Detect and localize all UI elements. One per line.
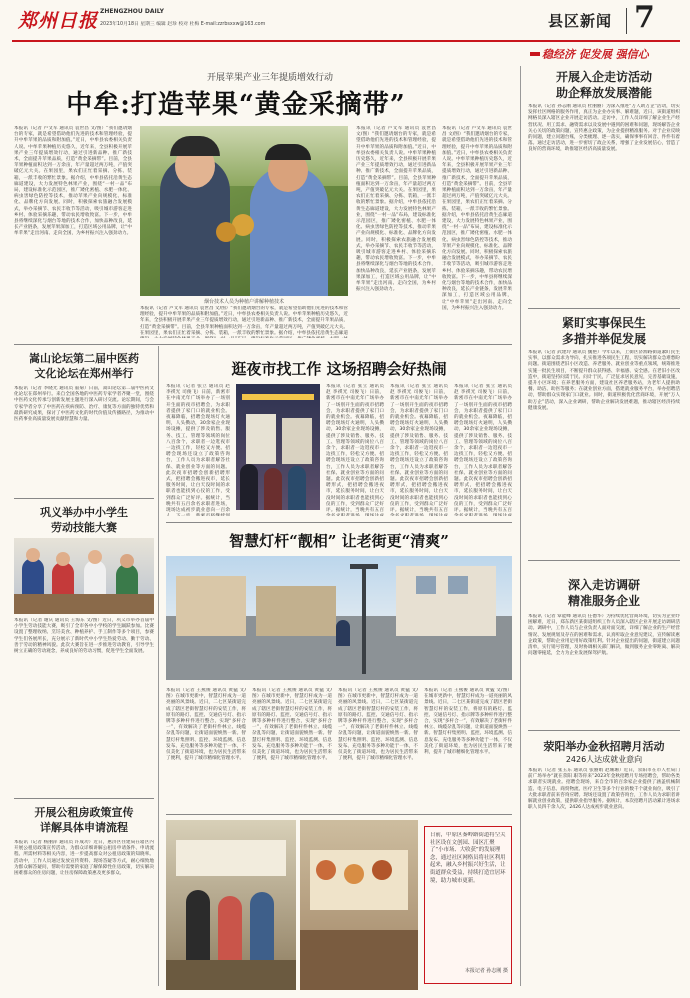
right-bottom-headline: 荥阳举办金秋招聘月活动 bbox=[543, 740, 665, 753]
right-top-headline-1: 开展入企走访活动 bbox=[555, 70, 652, 84]
center-divider-1 bbox=[166, 522, 512, 523]
left-divider-1 bbox=[14, 498, 154, 499]
lead-body-col3: 本报讯（记者 卢文军 通讯员 袁世昌 文/图）“我们邀请烟台的专家，就是希望借助他们先进的技术和管理经验，提升中牟苹果的品质和附加值。”近日，中牟县农委相关负责人说。中牟苹果种植历史悠久，近年来，全县积极开展苹果产业三年提质增效行动，通过引进新品种、推广新技术，全面提升苹果品质，打造“黄金采摘带”。目前，全县苹果种植面积达到一万余亩，年产量超过两万吨，产值突破亿元大关。在果园里，果农们正忙着采摘、分拣、装箱，一派丰收的繁忙景象。据介绍，中牟县依托沿黄生态廊道建设，大力发展特色林果产业，围绕“一村一品”布局，建设标准化示范园区，推广矮化密植、水肥一体化、病虫害绿色防控等技术，推动苹果产业向规模化、标准化、品牌化方向发展。同时，积极探索农旅融合发展模式，举办采摘节、农民丰收节等活动，吸引城市游客走进乡村、体验采摘乐趣，带动农民增收致富。下一步，中牟县将继续深化与烟台等地的技术合作，加快品种改良，延长产业链条，发展苹果深加工，打造区域公用品牌，让“中牟苹果”走出河南、走向全国，为乡村振兴注入强劲动力。 bbox=[356, 126, 436, 293]
light-body-col2: 本报讯（记者 王燕俊 通讯员 黄猛 文/图）在城市更新中，智慧灯杆成为一道亮丽的风景线。近日，二七区某街道完成了辖区老街智慧灯杆的安装工作，将原有的路灯、监控、交通信号灯、指示牌等多种杆件进行整合，实现“多杆合一”，有效解决了老街杆件林立、线缆杂乱等问题，让街道面貌焕然一新。智慧灯杆集照明、监控、环境监测、信息发布、充电服务等多种功能于一体，不仅美化了街道环境，也为居民生活带来了便利，提升了城市精细化管理水平。 bbox=[252, 688, 332, 762]
right-low-headline-1: 深入走访调研 bbox=[567, 578, 640, 592]
night-body-col4: 本报讯（记者 张立 通讯员 赵 李祺光 司俊飞）日前，新密市在中南光年广场举办了一场别开生面的夜市招聘会，为求职者提供了家门口的就业机会。夜幕降临，招聘会现场灯火通明，人头攒动，30余家企业现场设摊，提供了涉及销售、服务、技工、管理等领域的岗位八百余个，求职者一边逛夜市一边找工作，轻松又方便。招聘会现场还设立了政策咨询台，工作人员为求职者解答社保、就业创业等方面的问题。此次夜市招聘会创新招聘形式，把招聘会搬进夜市，延长服务时间，让白天没时间的求职者也能找到心仪的工作，受到群众广泛好评。据统计，当晚共有五百 bbox=[454, 384, 512, 514]
light-body-col1: 本报讯（记者 王燕俊 通讯员 黄猛 文/图）在城市更新中，智慧灯杆成为一道亮丽的风景线。近日，二七区某街道完成了辖区老街智慧灯杆的安装工作，将原有的路灯、监控、交通信号灯、指示牌等多种杆件进行整合，实现“多杆合一”，有效解决了老街杆件林立、线缆杂乱等问题，让街道面貌焕然一新。智慧灯杆集照明、监控、环境监测、信息发布、充电服务等多种功能于一体，不仅美化了街道环境，也为居民生活带来了便利，提升了城市精细化管理水平。 bbox=[166, 688, 246, 762]
right-mid-body: 本报讯（记者 武建玲 通讯员 魏艳）今年以来，上街区济源路街道紧盯民生实事，以群众需求为导向，扎实推进各项民生工程，切实解决群众急难愁盼问题。街道围绕老旧小区改造、养老服务、就业创业等重点领域，统筹推进实施一批民生项目，不断提升群众获得感、幸福感、安全感。在老旧小区改造中，街道坚持问需于民、问计于民，广泛征求居民意见，完善基础设施，提升小区环境；在养老服务方面，建设社区养老服务站，为老年人提供助餐、助洁、助医等服务；在就业创业方面，搭建就业服务平台，举办招聘活动，帮助群众实现家门口就业。同时，街道积极优化营商环境，开展“万人助万企”活动，深入企业调研，帮助企业解决发展难题，推动辖区经济持续健康发展。 bbox=[528, 350, 680, 411]
banner-slogan-text: 稳经济 促发展 强信心 bbox=[542, 48, 649, 61]
night-body-col1: 本报讯（记者 张立 通讯员 赵 李祺光 司俊飞）日前，新密市在中南光年广场举办了一场别开生面的夜市招聘会，为求职者提供了家门口的就业机会。夜幕降临，招聘会现场灯火通明，人头攒动，30余家企业现场设摊，提供了涉及销售、服务、技工、管理等领域的岗位八百余个，求职者一边逛夜市一边找工作，轻松又方便。招聘会现场还设立了政策咨询台，工作人员为求职者解答社保、就业创业等方面的问题。此次夜市招聘会创新招聘形式，把招聘会搬进夜市，延长服务时间，让白天没时间的求职者也能找到心仪的工作，受到群众广泛好评。据统计，当晚共有五百余名求职者进场，现场达成初步就业意向一百余 bbox=[166, 384, 230, 514]
light-body-col3: 本报讯（记者 王燕俊 通讯员 黄猛 文/图）在城市更新中，智慧灯杆成为一道亮丽的风景线。近日，二七区某街道完成了辖区老街智慧灯杆的安装工作，将原有的路灯、监控、交通信号灯、指示牌等多种杆件进行整合，实现“多杆合一”，有效解决了老街杆件林立、线缆杂乱等问题，让街道面貌焕然一新。智慧灯杆集照明、监控、环境监测、信息发布、充电服务等多种功能于一体，不仅美化了街道环境，也为居民生活带来了便利，提升了城市精细化管理水平。 bbox=[338, 688, 418, 762]
light-headline: 智慧灯杆“靓相” 让老街更“清爽” bbox=[229, 532, 449, 550]
right-top-headline-2: 助企释放发展潜能 bbox=[555, 86, 652, 100]
song-headline-2: 文化论坛在郑州举行 bbox=[34, 367, 134, 380]
lead-body-col2: 本报讯（记者 卢文军 通讯员 袁世昌 文/图）“我们邀请烟台的专家，就是希望借助他们先进的技术和管理经验，提升中牟苹果的品质和附加值。”近日，中牟县农委相关负责人说。中牟苹果种植历史悠久，近年来，全县积极开展苹果产业三年提质增效行动，通过引进新品种、推广新技术，全面提升苹果品质，打造“黄金采摘带”。目前，全县苹果种植面积达到一万余亩，年产量超过两万吨，产值突破亿元大关。在果园里，果农们正忙着采摘、分拣、装箱，一派丰收的繁忙景象。据介绍，中牟县依托沿黄生态廊道 bbox=[140, 306, 348, 336]
skill-headline-1: 巩义举办中小学生 bbox=[40, 506, 128, 519]
night-headline: 逛夜市找工作 这场招聘会好热闹 bbox=[231, 360, 447, 378]
lead-kicker: 开展苹果产业三年提质增效行动 bbox=[206, 73, 333, 83]
banner-slogan bbox=[530, 46, 680, 62]
rent-body: 本报讯（记者 杨丽萍 通讯员 许成功）近日，惠济区住建局在辖区内开展公租房政策宣传活动，为群众详细讲解公租房申请条件、申请流程、所需材料等相关内容，进一步提高群众对公租房政策的知晓率。活动中，工作人员通过发放宣传资料、现场答疑等方式，耐心细致地为群众解答疑问，帮助有需要的家庭了解保障性住房政策，切实解决困难群众的住房问题，让住房保障政策惠及更多群众。 bbox=[14, 840, 154, 877]
sidebar-author: 本报记者 孙志刚 摄 bbox=[464, 968, 508, 974]
section-title: 县区新闻 bbox=[548, 12, 613, 30]
lead-body-col4: 本报讯（记者 卢文军 通讯员 袁世昌 文/图）“我们邀请烟台的专家，就是希望借助他们先进的技术和管理经验，提升中牟苹果的品质和附加值。”近日，中牟县农委相关负责人说。中牟苹果种植历史悠久，近年来，全县积极开展苹果产业三年提质增效行动，通过引进新品种、推广新技术，全面提升苹果品质，打造“黄金采摘带”。目前，全县苹果种植面积达到一万余亩，年产量超过两万吨，产值突破亿元大关。在果园里，果农们正忙着采摘、分拣、装箱，一派丰收的繁忙景象。据介绍，中牟县依托沿黄生态廊道建设，大力发展特色林果产业，围绕“一村一品”布局，建设标准化示范园区，推广矮化密植、水肥一体化、病虫害绿色防控等技术，推动苹果产业向规模化、标准化、品牌化方向发展。同时，积极探索农旅融合发展模式，举办采摘节、农民丰收节等活动，吸引城市游客走进乡村、体验采摘乐趣，带动农民增收致富。下一步，中牟县将继续深化与烟台等地的技术合作，加快品种改良，延长产业链条，发展苹果深加工，打造区域公用品牌，让“中牟苹果”走出河南、走向全国，为乡村振兴注入强劲动力。 bbox=[442, 126, 512, 311]
right-top-body: 本报讯（记者 孙志刚 通讯员 杜丽丽）为深入推进“万人助万企”活动，切实发挥社区网格的服务作用，真正为企业办实事、解难题，近日，该街道组织网格员深入辖区企业开展走访活动。走访中，工作人员详细了解企业生产经营状况、用工需求、融资需求以及发展中遇到的困难和问题，现场解答企业关心关切的政策问题，宣传惠企政策，为企业提供精准服务。对于企业反映的问题，建立问题台账，分类梳理、逐一落实，确保事事有回音、件件有着落。通过走访活动，进一步密切了政企关系，增强了企业发展信心，营造了良好的营商环境，助推辖区经济高质量发展。 bbox=[528, 104, 680, 153]
skill-headline-2: 劳动技能大赛 bbox=[51, 521, 117, 534]
banner-stripe bbox=[530, 52, 540, 56]
left-column-divider bbox=[158, 346, 159, 986]
page-number: 7 bbox=[634, 0, 655, 35]
center-divider-2 bbox=[166, 814, 512, 815]
masthead bbox=[0, 0, 690, 42]
right-low-body: 本报讯（记者 覃能峰 通讯员 任德华）为持续优化营商环境，切实为企业纾困解难，近日，郑东新区某街道组织工作人员深入辖区企业开展走访调研活动。调研中，工作人员与企业负责人面对面交流，详细了解企业的生产经营情况、发展规划及存在的困难和需求，认真听取企业意见建议，宣传解读惠企政策，帮助企业用足用好政策红利。针对企业提出的问题，街道建立问题清单，实行销号管理，及时协调相关部门解决，做到服务企业零距离、解决问题零拖延，全力为企业发展保驾护航。 bbox=[528, 614, 680, 657]
masthead-meta: 2023年10月18日 星期三 编辑 赵珍 校对 杜梅 E-mail:zzrbsxxw@163.com bbox=[100, 22, 266, 27]
right-bottom-subhead: 2426人达成就业意向 bbox=[565, 755, 643, 764]
bottom-photo-2 bbox=[300, 820, 418, 990]
rent-headline-1: 开展公租房政策宣传 bbox=[34, 806, 134, 819]
song-body: 本报讯（记者 李晓光 通讯员 董菊）日前，嵩山论坛第二届中医药文化论坛在郑州举行。来自全国各地的中医药专家学者齐聚一堂，围绕中医药文化传承与创新发展主题进行深入研讨交流。论坛期间，与会专家学者分享了中医药在疾病预防、治疗、康复等方面的独特优势和最新研究成果，探讨了中医药文化的时代价值及传播路径，为推动中医药事业高质量发展贡献智慧和力量。 bbox=[14, 386, 154, 423]
right-low-headline-2: 精准服务企业 bbox=[567, 594, 640, 608]
right-bottom-body: 本报讯（记者 张玉东 通讯员 张丽娟 赵珊珊）近日，荥阳市在市人社局门前广场举办“就在荥阳 职等你来”2023年金秋招聘月专场招聘会，帮助各类求职者实现就业。招聘会现场，来自全市的百余家企业提供了涵盖机械制造、电子信息、商贸物流、医疗卫生等多个行业的数千个就业岗位，吸引了大批求职者前来咨询应聘。现场还设置了政策咨询台，工作人员为求职者讲解就业创业政策，提供职业指导服务。据统计，本次招聘月活动累计进场求职人员四千余人次，2426人达成初步就业意向。 bbox=[528, 768, 680, 811]
masthead-rule bbox=[12, 40, 680, 42]
right-mid-headline-2: 多措并举促发展 bbox=[561, 332, 646, 346]
masthead-latin: ZHENGZHOU DAILY bbox=[100, 8, 164, 15]
lead-photo bbox=[140, 126, 348, 296]
right-divider-3 bbox=[528, 730, 680, 731]
right-mid-headline-1: 紧盯实事保民生 bbox=[561, 316, 646, 330]
light-body-col4: 本报讯（记者 王燕俊 通讯员 黄猛 文/图）在城市更新中，智慧灯杆成为一道亮丽的风景线。近日，二七区某街道完成了辖区老街智慧灯杆的安装工作，将原有的路灯、监控、交通信号灯、指示牌等多种杆件进行整合，实现“多杆合一”，有效解决了老街杆件林立、线缆杂乱等问题，让街道面貌焕然一新。智慧灯杆集照明、监控、环境监测、信息发布、充电服务等多种功能于一体，不仅美化了街道环境，也为居民生活带来了便利，提升了城市精细化管理水平。 bbox=[424, 688, 512, 756]
rent-headline-2: 详解具体申请流程 bbox=[40, 821, 128, 834]
night-body-col2: 本报讯（记者 张立 通讯员 赵 李祺光 司俊飞）日前，新密市在中南光年广场举办了一场别开生面的夜市招聘会，为求职者提供了家门口的就业机会。夜幕降临，招聘会现场灯火通明，人头攒动，30余家企业现场设摊，提供了涉及销售、服务、技工、管理等领域的岗位八百余个，求职者一边逛夜市一边找工作，轻松又方便。招聘会现场还设立了政策咨询台，工作人员为求职者解答社保、就业创业等方面的问题。此次夜市招聘会创新招聘形式，把招聘会搬进夜市，延长服务时间，让白天没时间的求职者也能找到心仪的工作，受到群众广泛好评。据统计，当晚共有五百 bbox=[326, 384, 384, 514]
right-column-divider bbox=[520, 66, 521, 986]
sidebar-box bbox=[424, 826, 512, 984]
song-headline-1: 嵩山论坛第二届中医药 bbox=[29, 352, 139, 365]
bottom-photo-1 bbox=[166, 820, 296, 990]
masthead-logo: 郑州日报 bbox=[18, 10, 99, 32]
skill-photo bbox=[14, 538, 154, 614]
lead-caption: 烟台技术人员为种植户讲解种植技术 bbox=[203, 299, 284, 305]
left-divider-2 bbox=[14, 798, 154, 799]
left-divider-0 bbox=[14, 344, 512, 345]
masthead-divider bbox=[626, 8, 627, 34]
lead-body-col1: 本报讯（记者 卢文军 通讯员 袁世昌 文/图）“我们邀请烟台的专家，就是希望借助他们先进的技术和管理经验，提升中牟苹果的品质和附加值。”近日，中牟县农委相关负责人说。中牟苹果种植历史悠久，近年来，全县积极开展苹果产业三年提质增效行动，通过引进新品种、推广新技术，全面提升苹果品质，打造“黄金采摘带”。目前，全县苹果种植面积达到一万余亩，年产量超过两万吨，产值突破亿元大关。在果园里，果农们正忙着采摘、分拣、装箱，一派丰收的繁忙景象。据介绍，中牟县依托沿黄生态廊道建设，大力发展特色林果产业，围绕“一村一品”布局，建设标准化示范园区，推广矮化密植、水肥一体化、病虫害绿色防控等技术，推动苹果产业向规模化、标准化、品牌化方向发展。同时，积极探索农旅融合发展模式，举办采摘节、农民丰收节等活动，吸引城市游客走进乡村、体验采摘乐趣，带动农民增收致富。下一步，中牟县将继续深化与烟台等地的技术合作，加快品种改良，延长产业链条，发展苹果深加工，打造区域公用品牌，让“中牟苹果”走出河南、走向全国，为乡村振兴注入强劲动力。 bbox=[14, 126, 132, 237]
skill-body: 本报讯（记者 谢庆 通讯员 王海东 文/图）近日，巩义市举办首届中小学生劳动技能大赛，吸引了全市各中小学校的学生踊跃参加。比赛设置了整理收纳、烹饪美食、种植养护、手工制作等多个项目，参赛学生们各展所长，充分展示了新时代中小学生热爱劳动、勤于劳动、善于劳动的精神风貌。此次大赛旨在进一步推进劳动教育，引导学生树立正确的劳动观念，养成良好的劳动习惯，促进学生全面发展。 bbox=[14, 618, 154, 655]
sidebar-text: 日前，中原区秦岭路街道将空关社区设在文创园、园区汇聚了“小市场、大收获”的发展理念，通过社区网格员将社区利用起来，融入乡村振兴好生活，让街道群众受益，持续打造宜居环境，助力城市更新。 bbox=[430, 832, 506, 884]
lead-headline: 中牟:打造苹果“黄金采摘带” bbox=[66, 90, 406, 120]
night-photo bbox=[236, 384, 320, 510]
right-divider-1 bbox=[528, 308, 680, 309]
light-photo bbox=[166, 556, 512, 680]
right-divider-2 bbox=[528, 560, 680, 561]
night-body-col3: 本报讯（记者 张立 通讯员 赵 李祺光 司俊飞）日前，新密市在中南光年广场举办了一场别开生面的夜市招聘会，为求职者提供了家门口的就业机会。夜幕降临，招聘会现场灯火通明，人头攒动，30余家企业现场设摊，提供了涉及销售、服务、技工、管理等领域的岗位八百余个，求职者一边逛夜市一边找工作，轻松又方便。招聘会现场还设立了政策咨询台，工作人员为求职者解答社保、就业创业等方面的问题。此次夜市招聘会创新招聘形式，把招聘会搬进夜市，延长服务时间，让白天没时间的求职者也能找到心仪的工作，受到群众广泛好评。据统计，当晚共有五百 bbox=[390, 384, 448, 514]
